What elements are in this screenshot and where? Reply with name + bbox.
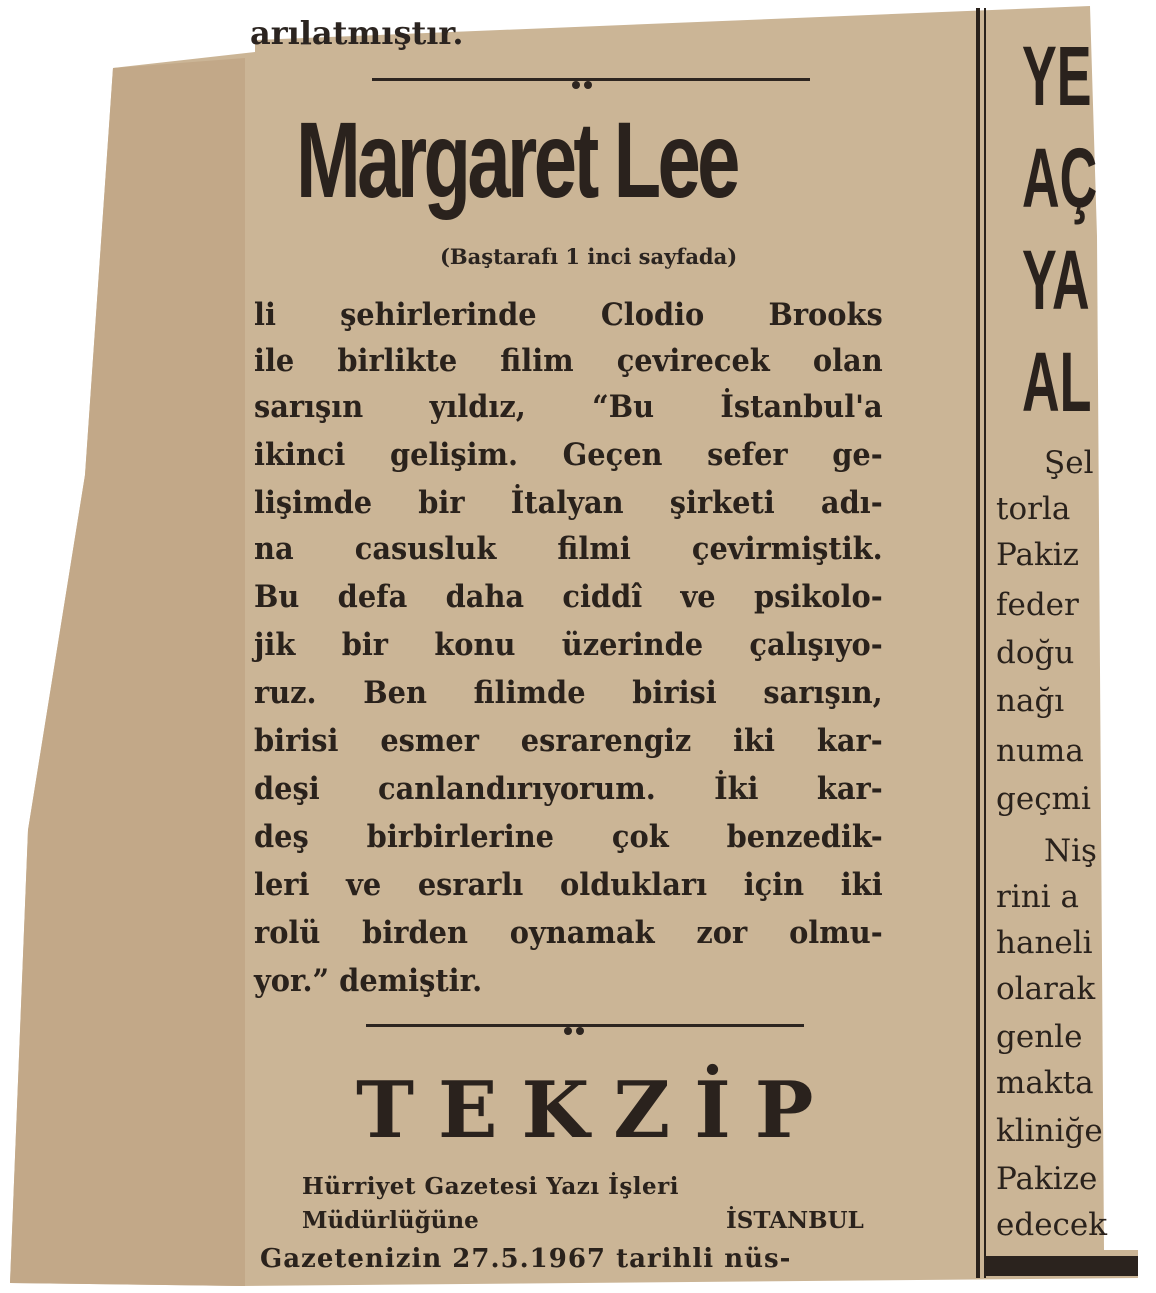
body-line: ruz. Ben filimde birisi sarışın,: [254, 675, 883, 711]
body-line: ikinci gelişim. Geçen sefer ge-: [254, 437, 883, 473]
adjacent-headline-line: YA: [1022, 233, 1090, 327]
adjacent-text-line: rini a: [996, 879, 1079, 915]
tekzip-heading: TEKZİP: [356, 1065, 838, 1156]
column-separator: [976, 8, 980, 1278]
adjacent-text-line: Pakiz: [996, 537, 1079, 573]
adjacent-text-line: Pakize: [996, 1161, 1098, 1197]
tekzip-recipient: Hürriyet Gazetesi Yazı İşleri: [302, 1173, 680, 1200]
bottom-divider: [366, 1024, 804, 1027]
adjacent-headline-line: AÇ: [1022, 131, 1098, 225]
body-line: lişimde bir İtalyan şirketi adı-: [254, 485, 883, 521]
clipping-margin: [0, 0, 245, 1293]
body-line: deşi canlandırıyorum. İki kar-: [254, 771, 883, 807]
top-divider: [372, 78, 810, 81]
body-line: Bu defa daha ciddî ve psikolo-: [254, 579, 883, 615]
body-line: jik bir konu üzerinde çalışıyo-: [254, 627, 883, 663]
adjacent-text-line: nağı: [996, 683, 1065, 719]
body-line: na casusluk filmi çevirmiştik.: [254, 531, 883, 567]
article-headline: Margaret Lee: [296, 99, 737, 220]
body-line: sarışın yıldız, “Bu İstanbul'a: [254, 389, 883, 425]
adjacent-text-line: feder: [996, 587, 1079, 623]
adjacent-text-line: numa: [996, 733, 1084, 769]
adjacent-text-line: edecek: [996, 1207, 1108, 1243]
adjacent-text-line: genle: [996, 1019, 1083, 1055]
adjacent-text-line: geçmi: [996, 781, 1091, 817]
bottom-rule: [984, 1256, 1138, 1276]
body-line: leri ve esrarlı oldukları için iki: [254, 867, 883, 903]
tekzip-recipient-office: Müdürlüğüne: [302, 1207, 479, 1234]
tekzip-city: İSTANBUL: [726, 1207, 864, 1234]
adjacent-headline-line: YE: [1022, 29, 1092, 123]
adjacent-text-line: Niş: [1044, 833, 1097, 869]
article-continuation-note: (Baştarafı 1 inci sayfada): [440, 244, 738, 269]
adjacent-text-line: haneli: [996, 925, 1093, 961]
body-line: ile birlikte filim çevirecek olan: [254, 343, 883, 379]
body-line: li şehirlerinde Clodio Brooks: [254, 297, 883, 333]
adjacent-text-line: torla: [996, 491, 1071, 527]
previous-article-fragment: arılatmıştır.: [250, 14, 464, 52]
adjacent-text-line: olarak: [996, 971, 1096, 1007]
column-separator-thin: [984, 8, 986, 1278]
adjacent-text-line: Şel: [1044, 445, 1094, 481]
body-line: birisi esmer esrarengiz iki kar-: [254, 723, 883, 759]
adjacent-text-line: makta: [996, 1065, 1094, 1101]
adjacent-text-line: kliniğe: [996, 1113, 1103, 1149]
body-line: deş birbirlerine çok benzedik-: [254, 819, 883, 855]
adjacent-headline-line: AL: [1022, 335, 1092, 429]
body-line: rolü birden oynamak zor olmu-: [254, 915, 883, 951]
tekzip-text: Gazetenizin 27.5.1967 tarihli nüs-: [260, 1244, 792, 1274]
adjacent-text-line: doğu: [996, 635, 1075, 671]
body-line: yor.” demiştir.: [254, 963, 483, 999]
